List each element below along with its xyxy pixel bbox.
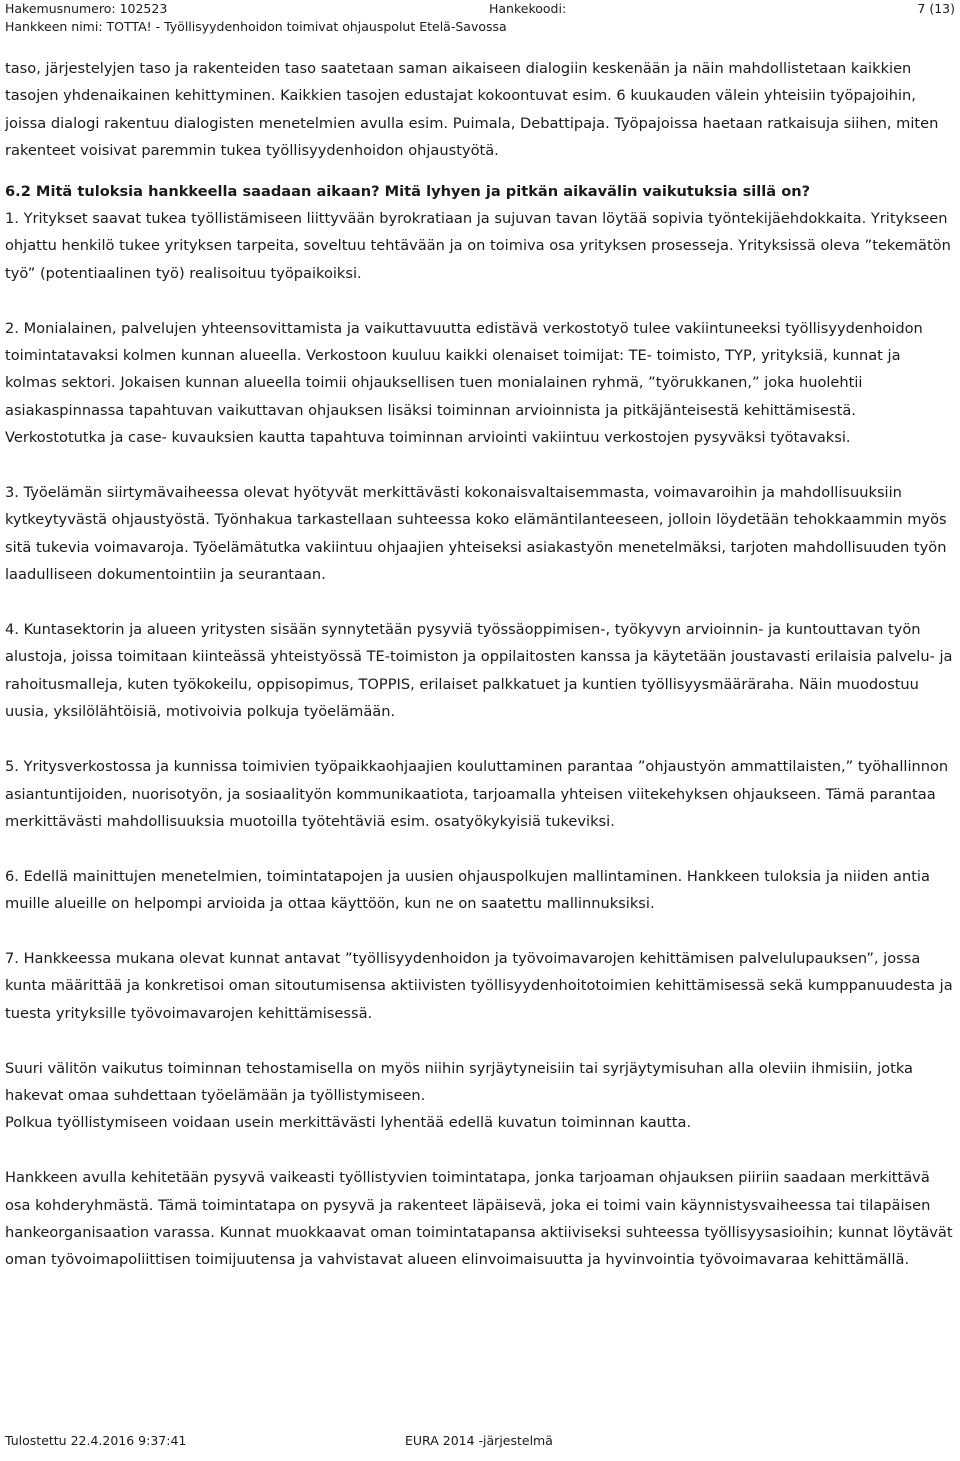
print-timestamp: Tulostettu 22.4.2016 9:37:41 (5, 1433, 187, 1448)
result-item-4: 4. Kuntasektorin ja alueen yritysten sisään synnytetään pysyviä työssäoppimisen-, työkyvyn arvioinnin- ja kuntouttavan työn alustoja, joissa toimitaan kiinteässä yhteistyössä TE-toimiston ja oppilaitosten kanssa ja käytetään joustavasti erilaisia palvelu- ja rahoitusmalleja, kuten työkokeilu, oppisopimus, TOPPIS, erilaiset palkkatuet ja kuntien työllisyysmääräraha. Näin muodostuu uusia, yksilölähtöisiä, motivoivia polkuja työelämään. (5, 621, 953, 721)
result-item-5: 5. Yritysverkostossa ja kunnissa toimivien työpaikkaohjaajien kouluttaminen parantaa ”ohjaustyön ammattilaisten,” työhallinnon asiantuntijoiden, nuorisotyön, ja sosiaalityön kommunikaatiota, tarjoamalla yhteisen viitekehyksen ohjaukseen. Tämä parantaa merkittävästi mahdollisuuksia muotoilla työtehtäviä esim. osatyökykyisiä tukeviksi. (5, 758, 949, 830)
header-row-top (5, 0, 955, 18)
page-header (5, 0, 955, 36)
system-name: EURA 2014 -järjestelmä (405, 1433, 553, 1448)
impact-paragraph: Suuri välitön vaikutus toiminnan tehostamisella on myös niihin syrjäytyneisiin tai syrjäytymisuhan alla oleviin ihmisiin, jotka hakevat omaa suhdettaan työelämään ja työllistymiseen. (5, 1059, 913, 1104)
section-heading: 6.2 Mitä tuloksia hankkeella saadaan aikaan? Mitä lyhyen ja pitkän aikavälin vaikutuksia sillä on? (5, 182, 811, 200)
project-code-label: Hankekoodi: (489, 1, 567, 16)
intro-paragraph: taso, järjestelyjen taso ja rakenteiden taso saatetaan saman aikaiseen dialogiin keskenään ja näin mahdollistetaan kaikkien tasojen yhdenaikainen kehittyminen. Kaikkien tasojen edustajat kokoontuvat esim. 6 kuukauden välein yhteisiin työpajoihin, joissa dialogi rakentuu dialogisten menetelmien avulla esim. Puimala, Debattipaja. Työpajoissa haetaan ratkaisuja siihen, miten rakenteet voisivat paremmin tukea työllisyydenhoidon ohjaustyötä. (5, 60, 939, 160)
header-row-bottom (5, 18, 955, 36)
result-item-3: 3. Työelämän siirtymävaiheessa olevat hyötyvät merkittävästi kokonaisvaltaisemmasta, voimavaroihin ja mahdollisuuksiin kytkeytyvästä ohjaustyöstä. Työnhakua tarkastellaan suhteessa koko elämäntilanteeseen, jolloin löydetään tehokkaammin myös sitä tukevia voimavaroja. Työelämätutka vakiintuu ohjaajien yhteiseksi asiakastyön menetelmäksi, tarjoten mahdollisuuden työn laadulliseen dokumentointiin ja seurantaan. (5, 484, 947, 584)
impact-paragraph-2: Polkua työllistymiseen voidaan usein merkittävästi lyhentää edellä kuvatun toiminnan kautta. (5, 1114, 692, 1132)
page-number: 7 (13) (917, 1, 955, 16)
result-item-1: 1. Yritykset saavat tukea työllistämiseen liittyvään byrokratiaan ja sujuvan tavan löytää sopivia työntekijäehdokkaita. Yritykseen ohjattu henkilö tukee yrityksen tarpeita, soveltuu tehtävään ja on toimiva osa yrityksen prosesseja. Yrityksissä oleva ”tekemätön työ” (potentiaalinen työ) realisoituu työpaikoiksi. (5, 210, 951, 282)
document-body (5, 55, 955, 1274)
result-item-6: 6. Edellä mainittujen menetelmien, toimintatapojen ja uusien ohjauspolkujen mallintaminen. Hankkeen tuloksia ja niiden antia muille alueille on helpompi arvioida ja ottaa käyttöön, kun ne on saatettu mallinnuksiksi. (5, 867, 930, 913)
application-number: Hakemusnumero: 102523 (5, 1, 168, 16)
project-name: Hankkeen nimi: TOTTA! - Työllisyydenhoidon toimivat ohjauspolut Etelä-Savossa (5, 19, 507, 34)
result-item-7: 7. Hankkeessa mukana olevat kunnat antavat ”työllisyydenhoidon ja työvoimavarojen kehittämisen palvelulupauksen”, jossa kunta määrittää ja konkretisoi oman sitoutumisensa aktiivisten työllisyydenhoitotoimien kehittämisessä sekä kumppanuudesta ja tuesta yrityksille työvoimavarojen kehittämisessä. (5, 949, 953, 1022)
closing-paragraph: Hankkeen avulla kehitetään pysyvä vaikeasti työllistyvien toimintatapa, jonka tarjoaman ohjauksen piiriin saadaan merkittävä osa kohderyhmästä. Tämä toimintatapa on pysyvä ja rakenteet läpäisevä, joka ei toimi vain käynnistysvaiheessa tai tilapäisen hankeorganisaation varassa. Kunnat muokkaavat oman toimintatapansa aktiiviseksi suhteessa työllisyysasioihin; kunnat löytävät oman työvoimapoliittisen toimijuutensa ja vahvistavat alueen elinvoimaisuutta ja hyvinvointia työvoimavaraa kehittämällä. (5, 1169, 953, 1269)
result-item-2: 2. Monialainen, palvelujen yhteensovittamista ja vaikuttavuutta edistävä verkostotyö tulee vakiintuneeksi työllisyydenhoidon toimintatavaksi kolmen kunnan alueella. Verkostoon kuuluu kaikki olenaiset toimijat: TE- toimisto, TYP, yrityksiä, kunnat ja kolmas sektori. Jokaisen kunnan alueella toimii ohjauksellisen tuen monialainen ryhmä, ”työrukkanen,” joka huolehtii asiakaspinnassa tapahtuvan vaikuttavan ohjauksen lisäksi toiminnan arvioinnista ja pitkäjänteisestä kehittämisestä. Verkostotutka ja case- kuvauksien kautta tapahtuva toiminnan arviointi vakiintuu verkostojen pysyväksi työtavaksi. (5, 319, 923, 447)
